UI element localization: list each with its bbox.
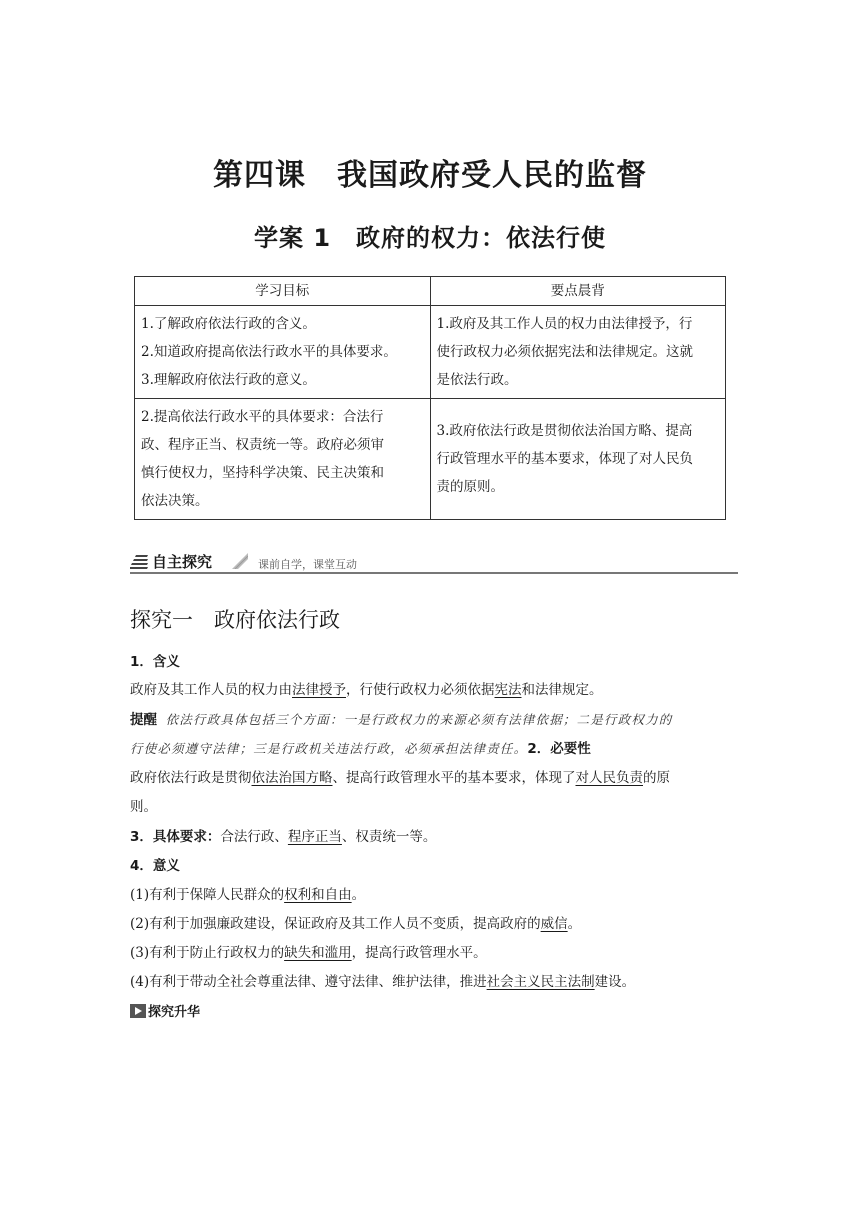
blank-answer: 社会主义民主法制 xyxy=(486,974,595,990)
cell-line: 慎行使权力，坚持科学决策、民主决策和 xyxy=(141,465,384,481)
text-span: 。 xyxy=(351,887,366,903)
tip-text: 依法行政具体包括三个方面：一是行政权力的来源必须有法律依据；二是行政权力的 xyxy=(165,712,673,727)
cell-line: 使行政权力必须依据宪法和法律规定。这就 xyxy=(436,344,693,360)
text-span: ，行使行政权力必须依据 xyxy=(346,682,495,698)
cell-line: 2.知道政府提高依法行政水平的具体要求。 xyxy=(141,344,397,360)
banner-triangle-icon xyxy=(232,553,248,569)
table-cell xyxy=(135,399,431,520)
text-span: 政府依法行政是贯彻 xyxy=(130,770,252,786)
blank-answer: 对人民负责 xyxy=(575,770,643,786)
significance-item xyxy=(130,970,635,990)
blank-answer: 缺失和滥用 xyxy=(284,945,352,961)
blank-answer: 法律授予 xyxy=(292,682,346,698)
table-cell xyxy=(430,306,726,399)
col-header-key-points: 要点晨背 xyxy=(430,277,726,306)
blank-answer: 依法治国方略 xyxy=(251,770,333,786)
table-cell xyxy=(135,306,431,399)
cell-line: 3.政府依法行政是贯彻依法治国方略、提高 xyxy=(436,423,693,439)
inquiry-upgrade-label xyxy=(130,1000,200,1018)
section-divider xyxy=(130,572,738,574)
table-cell xyxy=(430,399,726,520)
cell-line: 3.理解政府依法行政的意义。 xyxy=(141,372,316,388)
text-span: 。 xyxy=(567,916,582,932)
table-row xyxy=(135,306,726,399)
cell-line: 行政管理水平的基本要求，体现了对人民负 xyxy=(436,451,693,467)
meaning-heading: 1．含义 xyxy=(130,654,180,670)
text-span: ，提高行政管理水平。 xyxy=(351,945,487,961)
necessity-paragraph-cont: 则。 xyxy=(130,799,157,815)
lesson-title: 第四课 我国政府受人民的监督 xyxy=(213,158,647,193)
text-span: 和法律规定。 xyxy=(521,682,603,698)
text-span: 、提高行政管理水平的基本要求，体现了 xyxy=(332,770,576,786)
inquiry-heading: 探究一 政府依法行政 xyxy=(130,608,340,632)
section-banner-title: 自主探究 xyxy=(152,553,213,571)
text-span: 合法行政、 xyxy=(220,829,288,845)
table-header-row xyxy=(135,277,726,306)
meaning-paragraph xyxy=(130,678,603,698)
tip-text: 行使必须遵守法律；三是行政机关违法行政，必须承担法律责任。 xyxy=(130,741,528,756)
case-title: 学案 1 政府的权力：依法行使 xyxy=(253,224,607,252)
table-row xyxy=(135,399,726,520)
tip-line-1 xyxy=(130,708,673,728)
text-span: 、权责统一等。 xyxy=(341,829,437,845)
cell-line: 1.了解政府依法行政的含义。 xyxy=(141,316,316,332)
necessity-heading: 2．必要性 xyxy=(527,741,591,757)
tip-line-2 xyxy=(130,737,591,757)
cell-line: 1.政府及其工作人员的权力由法律授予，行 xyxy=(436,316,693,332)
banner-stripes-icon xyxy=(130,553,148,569)
cell-line: 2.提高依法行政水平的具体要求：合法行 xyxy=(141,409,384,425)
blank-answer: 宪法 xyxy=(494,682,522,698)
text-span: (4)有利于带动全社会尊重法律、遵守法律、维护法律，推进 xyxy=(130,974,487,990)
necessity-paragraph xyxy=(130,766,670,786)
text-span: (3)有利于防止行政权力的 xyxy=(130,945,285,961)
requirements-label: 3．具体要求： xyxy=(130,829,221,845)
cell-line: 是依法行政。 xyxy=(436,372,518,388)
text-span: (1)有利于保障人民群众的 xyxy=(130,887,285,903)
text-span: 的原 xyxy=(643,770,670,786)
upgrade-text: 探究升华 xyxy=(148,1005,201,1020)
tip-label: 提醒 xyxy=(130,712,157,728)
significance-item xyxy=(130,912,581,932)
blank-answer: 权利和自由 xyxy=(284,887,352,903)
requirements-paragraph xyxy=(130,825,436,845)
col-header-objectives: 学习目标 xyxy=(135,277,431,306)
blank-answer: 程序正当 xyxy=(287,829,342,845)
significance-item xyxy=(130,941,487,961)
cell-line: 政、程序正当、权责统一等。政府必须审 xyxy=(141,437,384,453)
section-banner-subtitle: 课前自学，课堂互动 xyxy=(258,558,357,571)
play-triangle-icon xyxy=(130,1004,146,1018)
cell-line: 依法决策。 xyxy=(141,493,209,509)
blank-answer: 威信 xyxy=(540,916,568,932)
text-span: 建设。 xyxy=(594,974,636,990)
objectives-table xyxy=(134,276,726,520)
significance-heading: 4．意义 xyxy=(130,858,180,874)
cell-line: 责的原则。 xyxy=(436,479,504,495)
text-span: (2)有利于加强廉政建设，保证政府及其工作人员不变质，提高政府的 xyxy=(130,916,541,932)
significance-item xyxy=(130,883,365,903)
text-span: 政府及其工作人员的权力由 xyxy=(130,682,292,698)
